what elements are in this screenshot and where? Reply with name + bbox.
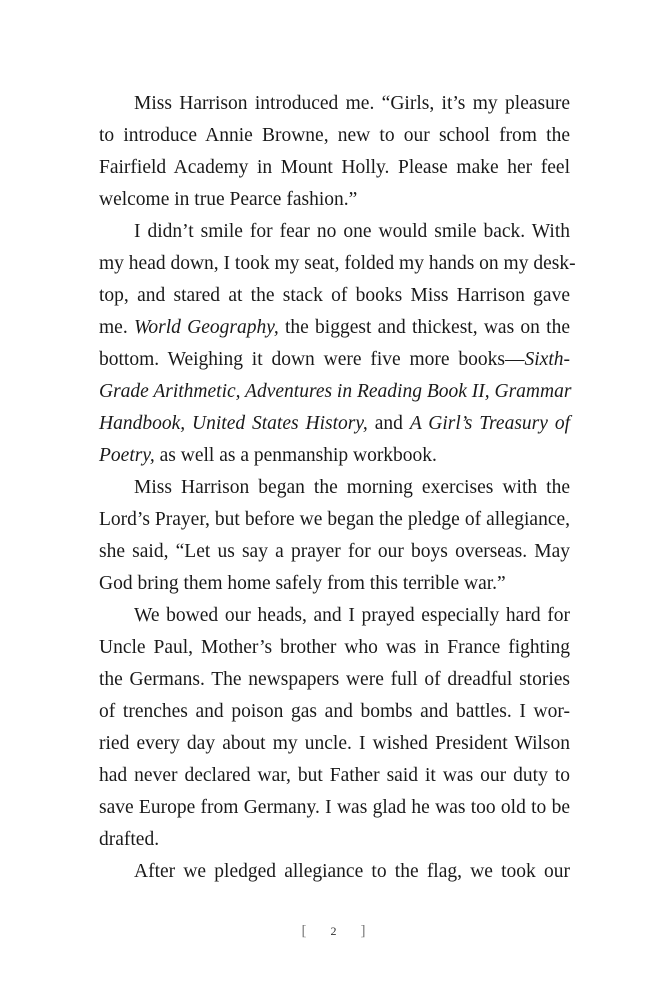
text-run: to introduce Annie Browne, new to our school from the	[99, 125, 570, 146]
text-run: God bring them home safely from this terrible war.”	[99, 573, 506, 594]
text-line	[134, 216, 570, 248]
text-run: she said, “Let us say a prayer for our boys overseas. May	[99, 541, 570, 562]
text-line	[99, 120, 570, 152]
text-line	[134, 88, 570, 120]
text-line	[99, 824, 570, 856]
italic-title: Handbook, United States History,	[99, 413, 368, 434]
text-run: Miss Harrison introduced me. “Girls, it’s my pleasure	[134, 93, 570, 114]
text-run: as well as a penmanship workbook.	[154, 445, 437, 466]
text-run: the Germans. The newspapers were full of dreadful stories	[99, 669, 570, 690]
text-line	[99, 280, 570, 312]
left-bracket-ornament: [	[301, 923, 307, 939]
text-run: I didn’t smile for fear no one would smile back. With	[134, 221, 570, 242]
text-run: of trenches and poison gas and bombs and battles. I wor-	[99, 701, 570, 722]
text-line	[99, 728, 570, 760]
text-run: welcome in true Pearce fashion.”	[99, 189, 358, 210]
text-run: had never declared war, but Father said it was our duty to	[99, 765, 570, 786]
right-bracket-ornament: ]	[360, 923, 366, 939]
text-run: We bowed our heads, and I prayed especially hard for	[134, 605, 570, 626]
text-line	[99, 440, 570, 472]
text-run: Uncle Paul, Mother’s brother who was in France fighting	[99, 637, 570, 658]
text-run: Lord’s Prayer, but before we began the pledge of allegiance,	[99, 509, 570, 530]
text-line	[134, 856, 570, 888]
text-line	[99, 408, 570, 440]
text-run: save Europe from Germany. I was glad he was too old to be	[99, 797, 570, 818]
text-line	[99, 184, 570, 216]
text-line	[99, 760, 570, 792]
text-line	[99, 248, 576, 280]
text-run: ried every day about my uncle. I wished President Wilson	[99, 733, 570, 754]
text-run: the biggest and thickest, was on the	[278, 317, 570, 338]
italic-title: World Geography,	[133, 317, 279, 338]
italic-title: Grade Arithmetic, Adventures in Reading Book II, Grammar	[99, 381, 572, 402]
text-line	[99, 696, 570, 728]
text-line	[99, 152, 570, 184]
text-run: me.	[99, 317, 134, 338]
text-line	[134, 472, 570, 504]
text-line	[134, 600, 570, 632]
page-folio	[0, 923, 667, 940]
text-run: top, and stared at the stack of books Miss Harrison gave	[99, 285, 570, 306]
text-run: drafted.	[99, 829, 160, 850]
text-run: Miss Harrison began the morning exercises with the	[134, 477, 570, 498]
italic-title: Poetry,	[99, 445, 155, 466]
text-line	[99, 792, 570, 824]
text-run: After we pledged allegiance to the flag, we took our	[134, 861, 570, 882]
italic-title: Sixth-	[524, 349, 570, 370]
text-run: and	[367, 413, 410, 434]
text-line	[99, 376, 570, 408]
text-line	[99, 568, 570, 600]
text-line	[99, 312, 570, 344]
italic-title: A Girl’s Treasury of	[409, 413, 570, 434]
text-run: Fairfield Academy in Mount Holly. Please make her feel	[99, 157, 570, 178]
text-line	[99, 536, 570, 568]
text-line	[99, 344, 570, 376]
page-number: 2	[330, 924, 337, 938]
text-line	[99, 504, 570, 536]
text-run: bottom. Weighing it down were five more books—	[99, 349, 525, 370]
text-line	[99, 632, 570, 664]
text-run: my head down, I took my seat, folded my hands on my desk-	[99, 253, 576, 274]
text-line	[99, 664, 570, 696]
